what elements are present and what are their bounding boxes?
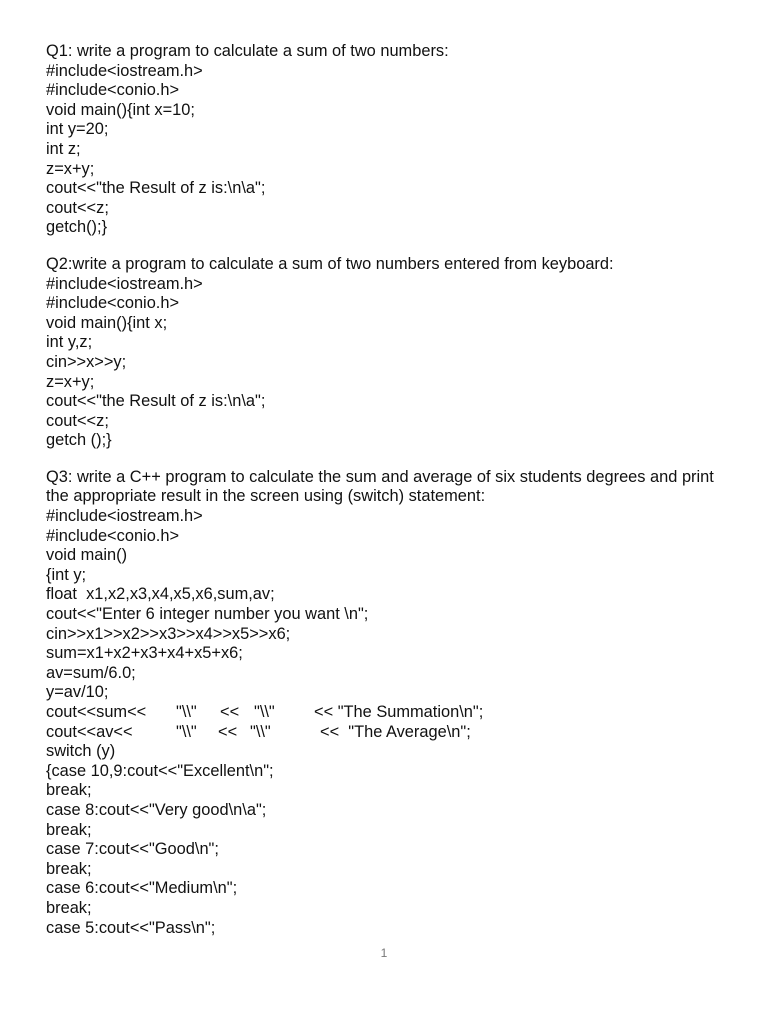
cout-sum-line: [46, 703, 736, 723]
question-2: [46, 255, 736, 451]
cout-sum-part: <<: [220, 703, 240, 721]
cout-av-line: [46, 723, 736, 743]
code-line: break;: [46, 898, 92, 917]
code-line: {case 10,9:cout<<"Excellent\n";: [46, 761, 274, 780]
cout-sum-part: << "The Summation\n";: [314, 703, 484, 721]
question-3-heading: Q3: write a C++ program to calculate the sum and average of six students degrees and print the appropriate result in the screen using (switch) statement:: [46, 467, 714, 506]
code-line: switch (y): [46, 742, 116, 761]
code-line: av=sum/6.0;: [46, 663, 136, 682]
code-line: #include<conio.h>: [46, 294, 180, 313]
code-line: cout<<z;: [46, 198, 109, 217]
code-line: {int y;: [46, 565, 87, 584]
cout-av-part: "\\": [250, 722, 271, 741]
code-line: case 6:cout<<"Medium\n";: [46, 879, 238, 898]
code-line: sum=x1+x2+x3+x4+x5+x6;: [46, 644, 243, 663]
code-line: z=x+y;: [46, 372, 95, 391]
code-line: case 7:cout<<"Good\n";: [46, 840, 219, 859]
code-line: cout<<"the Result of z is:\n\a";: [46, 179, 266, 198]
code-line: cout<<"Enter 6 integer number you want \n";: [46, 605, 369, 624]
code-line: float x1,x2,x3,x4,x5,x6,sum,av;: [46, 585, 275, 604]
code-line: cout<<"the Result of z is:\n\a";: [46, 392, 266, 411]
code-line: cout<<z;: [46, 411, 109, 430]
code-line: void main(): [46, 546, 128, 565]
code-line: getch();}: [46, 218, 108, 237]
code-line: int y,z;: [46, 333, 93, 352]
code-line: break;: [46, 781, 92, 800]
code-line: break;: [46, 859, 92, 878]
code-line: cin>>x1>>x2>>x3>>x4>>x5>>x6;: [46, 624, 291, 643]
code-line: #include<iostream.h>: [46, 507, 203, 526]
code-line: z=x+y;: [46, 159, 95, 178]
code-line: y=av/10;: [46, 683, 109, 702]
code-line: cin>>x>>y;: [46, 352, 127, 371]
code-line: int z;: [46, 139, 81, 158]
code-line: getch ();}: [46, 431, 112, 450]
code-line: void main(){int x=10;: [46, 100, 195, 119]
code-line: #include<conio.h>: [46, 526, 180, 545]
question-2-heading: Q2:write a program to calculate a sum of two numbers entered from keyboard:: [46, 254, 614, 273]
code-line: break;: [46, 820, 92, 839]
code-line: case 8:cout<<"Very good\n\a";: [46, 800, 267, 819]
question-1-heading: Q1: write a program to calculate a sum of two numbers:: [46, 42, 449, 60]
cout-sum-part: "\\": [254, 703, 275, 721]
code-line: int y=20;: [46, 120, 109, 139]
code-line: #include<iostream.h>: [46, 61, 203, 80]
cout-av-part: cout<<av<<: [46, 722, 133, 741]
question-3: [46, 468, 736, 938]
cout-sum-part: cout<<sum<<: [46, 703, 147, 721]
document-content: [46, 42, 736, 938]
cout-av-part: << "The Average\n";: [320, 722, 471, 741]
cout-sum-part: "\\": [176, 703, 197, 721]
code-line: void main(){int x;: [46, 313, 168, 332]
cout-av-part: <<: [218, 722, 238, 741]
cout-av-part: "\\": [176, 722, 197, 741]
question-1: [46, 42, 736, 238]
page-number: 1: [380, 946, 388, 960]
code-line: #include<iostream.h>: [46, 274, 203, 293]
code-line: #include<conio.h>: [46, 81, 180, 100]
code-line: case 5:cout<<"Pass\n";: [46, 918, 216, 937]
